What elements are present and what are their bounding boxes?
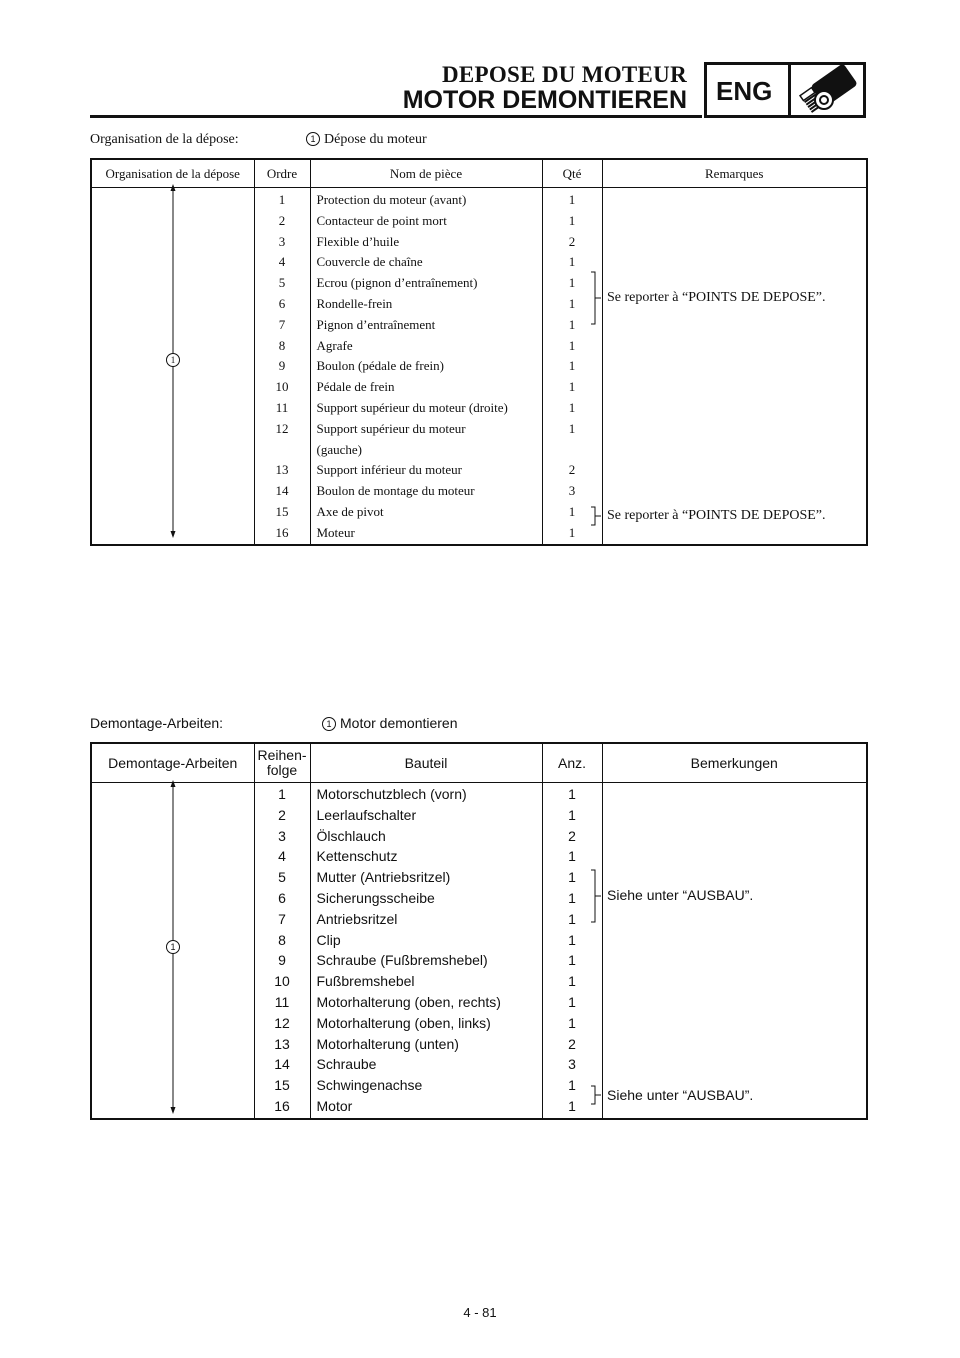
- list-item: Motor: [316, 1097, 353, 1114]
- quantity-column: 1 1 2 1 1 1 1 1 1 1 1 1 2 3 1 1: [542, 783, 602, 1120]
- table-header-row: [91, 743, 867, 783]
- part-name-column: [310, 783, 542, 1120]
- list-item: Clip: [316, 931, 341, 948]
- remark-de-2: Siehe unter “AUSBAU”.: [607, 1087, 754, 1103]
- table-header-row: [91, 159, 867, 188]
- section-item-fr: [306, 132, 427, 148]
- section-item-text: Dépose du moteur: [324, 132, 427, 147]
- list-item: (gauche): [316, 441, 362, 457]
- page-title-de: MOTOR DEMONTIEREN: [402, 86, 687, 114]
- eng-badge-label: ENG: [716, 76, 773, 106]
- bracket-de-2: [590, 1084, 604, 1108]
- col-header: Reihen- folge: [254, 743, 310, 783]
- remark-de-1: Siehe unter “AUSBAU”.: [607, 887, 754, 903]
- table-body-row: [91, 188, 867, 545]
- col-header: Nom de pièce: [310, 159, 542, 188]
- list-item: Kettenschutz: [316, 848, 398, 865]
- col-header: Remarques: [602, 159, 867, 188]
- col-header: Bauteil: [310, 743, 542, 783]
- remarks-column: [602, 188, 867, 545]
- list-item: Motorhalterung (oben, rechts): [316, 993, 501, 1010]
- removal-table-fr: [90, 158, 868, 546]
- section-label-fr: Organisation de la dépose:: [90, 132, 239, 147]
- list-item: Boulon de montage du moteur: [316, 483, 475, 499]
- list-item: Support supérieur du moteur: [316, 420, 466, 436]
- order-column: 1 2 3 4 5 6 7 8 9 10 11 12 13 14 15 16: [254, 783, 310, 1120]
- removal-table-de: [90, 742, 868, 1120]
- list-item: Contacteur de point mort: [316, 212, 447, 228]
- list-item: Axe de pivot: [316, 503, 384, 519]
- remark-fr-1: Se reporter à “POINTS DE DEPOSE”.: [607, 290, 826, 305]
- list-item: Flexible d’huile: [316, 233, 400, 249]
- badge-divider: [788, 62, 791, 118]
- list-item: Motorschutzblech (vorn): [316, 786, 467, 802]
- section-item-de: [322, 715, 458, 731]
- list-item: Ecrou (pignon d’entraînement): [316, 275, 478, 291]
- table-body-row: [91, 783, 867, 1120]
- list-item: Antriebsritzel: [316, 910, 398, 927]
- order-column: 1 2 3 4 5 6 7 8 9 10 11 12 13 14 15 16: [254, 188, 310, 545]
- page-title-fr: DEPOSE DU MOTEUR: [441, 62, 687, 87]
- list-item: Rondelle-frein: [316, 295, 393, 311]
- list-item: Schwingenachse: [316, 1077, 423, 1094]
- list-item: Sicherungsscheibe: [316, 889, 435, 906]
- list-item: Schraube: [316, 1056, 377, 1073]
- list-item: Moteur: [316, 524, 355, 540]
- list-item: Protection du moteur (avant): [316, 192, 467, 207]
- list-item: Mutter (Antriebsritzel): [316, 869, 451, 886]
- remark-fr-2: Se reporter à “POINTS DE DEPOSE”.: [607, 508, 826, 523]
- circled-number: 1: [306, 132, 320, 146]
- group-marker-de: 1: [166, 940, 180, 954]
- list-item: Leerlaufschalter: [316, 806, 417, 823]
- engine-piston-icon: [794, 64, 864, 116]
- part-name-column: [310, 188, 542, 545]
- col-header: Ordre: [254, 159, 310, 188]
- bracket-fr-2: [590, 505, 604, 529]
- remarks-column: [602, 783, 867, 1120]
- list-item: Couvercle de chaîne: [316, 254, 423, 270]
- list-item: Pédale de frein: [316, 379, 395, 395]
- section-label-de: Demontage-Arbeiten:: [90, 715, 224, 731]
- list-item: Motorhalterung (oben, links): [316, 1014, 491, 1031]
- circled-number: 1: [322, 717, 336, 731]
- col-header: Organisation de la dépose: [91, 159, 254, 188]
- list-item: Fußbremshebel: [316, 973, 415, 990]
- section-item-text: Motor demontieren: [340, 715, 458, 731]
- header-rule: [90, 115, 702, 118]
- page-number: 4 - 81: [463, 1305, 497, 1320]
- list-item: Schraube (Fußbremshebel): [316, 952, 488, 969]
- group-marker-fr: 1: [166, 353, 180, 367]
- bracket-de-1: [590, 868, 604, 926]
- col-header: Anz.: [542, 743, 602, 783]
- col-header: Qté: [542, 159, 602, 188]
- quantity-column: 1 1 2 1 1 1 1 1 1 1 1 1 2 3 1 1: [542, 188, 602, 545]
- col-header: Demontage-Arbeiten: [91, 743, 254, 783]
- list-item: Agrafe: [316, 337, 353, 353]
- list-item: Boulon (pédale de frein): [316, 358, 444, 374]
- list-item: Support inférieur du moteur: [316, 462, 462, 478]
- list-item: Ölschlauch: [316, 827, 386, 844]
- col-header: Bemerkungen: [602, 743, 867, 783]
- list-item: Motorhalterung (unten): [316, 1035, 459, 1052]
- bracket-fr-1: [590, 270, 604, 328]
- list-item: Pignon d’entraînement: [316, 316, 436, 332]
- list-item: Support supérieur du moteur (droite): [316, 399, 508, 415]
